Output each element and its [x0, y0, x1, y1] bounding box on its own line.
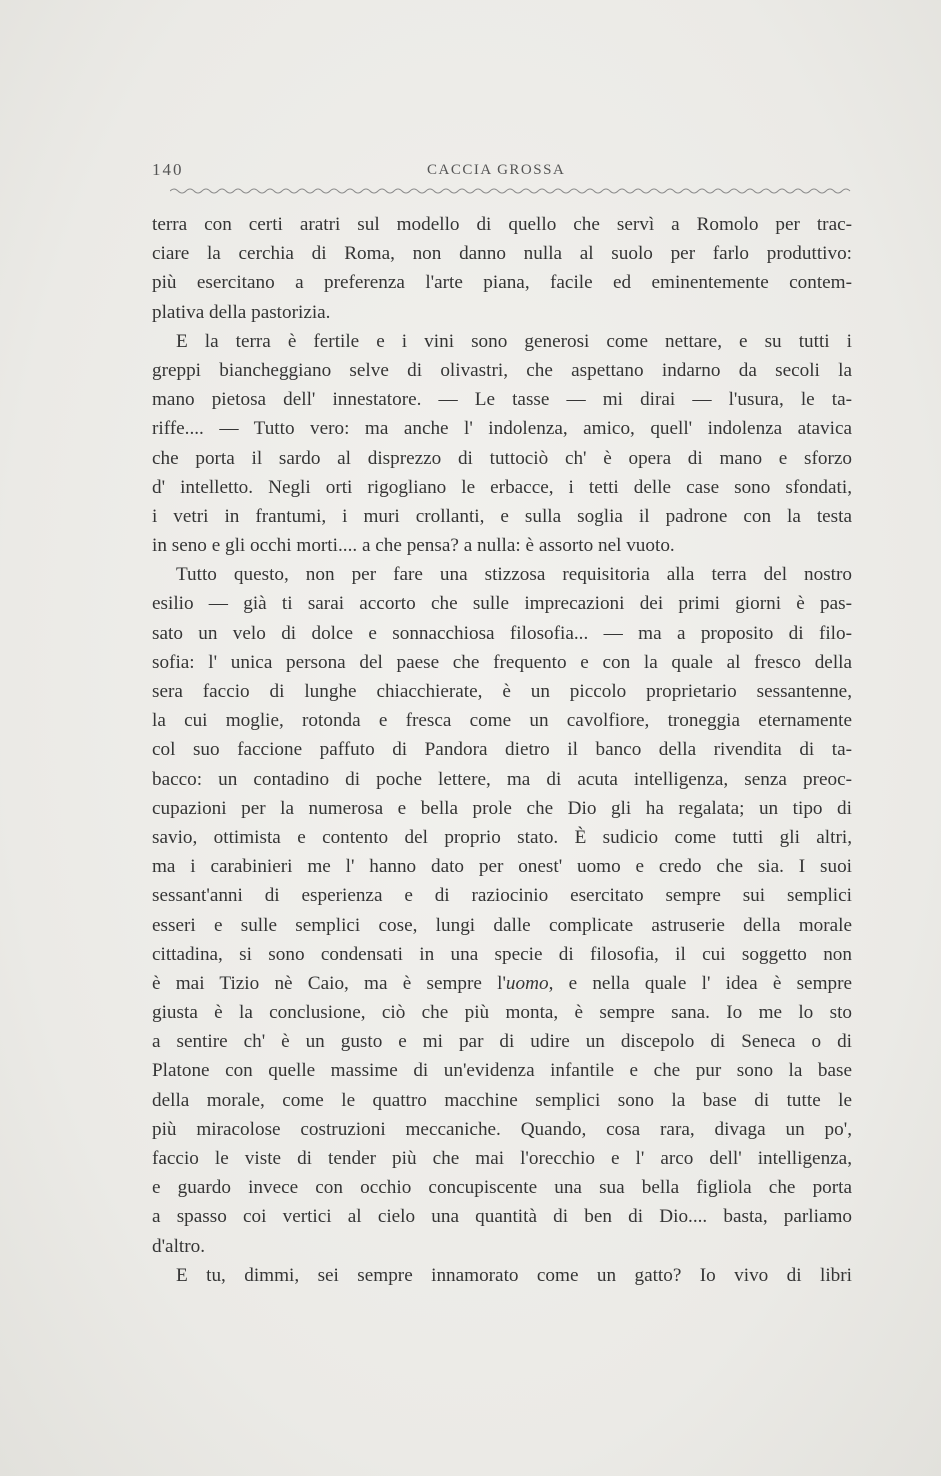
text-line: i vetri in frantumi, i muri crollanti, e sulla soglia il padrone con la testa	[152, 505, 852, 527]
paragraph-start: E la terra è fertile e i vini sono generosi come nettare, e su tutti i	[176, 330, 852, 352]
text-line: riffe.... — Tutto vero: ma anche l' indolenza, amico, quell' indolenza atavica	[152, 418, 852, 440]
text-line: col suo faccione paffuto di Pandora dietro il banco della rivendita di ta-	[152, 739, 852, 761]
text-line: d' intelletto. Negli orti rigogliano le erbacce, i tetti delle case sono sfondati,	[152, 476, 852, 498]
text-line: d'altro.	[152, 1235, 206, 1257]
page-number: 140	[152, 160, 184, 179]
text-line: ciare la cerchia di Roma, non danno nulla al suolo per farlo produttivo:	[152, 243, 852, 265]
text-line: la cui moglie, rotonda e fresca come un cavolfiore, troneggia eternamente	[152, 710, 852, 732]
text-line: ma i carabinieri me l' hanno dato per onest' uomo e credo che sia. I suoi	[152, 856, 852, 878]
text-line: sessant'anni di esperienza e di raziocinio esercitato sempre sui semplici	[152, 885, 852, 907]
text-line: cittadina, si sono condensati in una specie di filosofia, il cui soggetto non	[152, 943, 852, 965]
text-line: terra con certi aratri sul modello di quello che servì a Romolo per trac-	[152, 214, 852, 235]
text-line: sofia: l' unica persona del paese che frequento e con la quale al fresco della	[152, 651, 852, 673]
text-line: sato un velo di dolce e sonnacchiosa filosofia... — ma a proposito di filo-	[152, 622, 852, 644]
text-line: giusta è la conclusione, ciò che più monta, è sempre sana. Io me lo sto	[152, 1002, 852, 1024]
text-line: savio, ottimista e contento del proprio stato. È sudicio come tutti gli altri,	[152, 826, 852, 848]
paragraph-start: Tutto questo, non per fare una stizzosa requisitoria alla terra del nostro	[176, 564, 852, 586]
text-line: più esercitano a preferenza l'arte piana, facile ed eminentemente contem-	[152, 272, 852, 294]
text-line: faccio le viste di tender più che mai l'orecchio e l' arco dell' intelligenza,	[152, 1148, 852, 1169]
text-line: bacco: un contadino di poche lettere, ma di acuta intelligenza, senza preoc-	[152, 768, 852, 790]
running-title: CACCIA GROSSA	[427, 162, 566, 178]
text-line: che porta il sardo al disprezzo di tuttociò ch' è opera di mano e sforzo	[152, 447, 852, 469]
emphasis: uomo	[505, 972, 549, 994]
text-line: in seno e gli occhi morti.... a che pensa? a nulla: è assorto nel vuoto.	[152, 535, 675, 557]
text-line: della morale, come le quattro macchine semplici sono la base di tutte le	[152, 1089, 852, 1111]
text-line: sera faccio di lunghe chiacchierate, è un piccolo proprietario sessantenne,	[152, 681, 852, 702]
page-header	[152, 160, 852, 182]
text-line: a spasso coi vertici al cielo una quantità di ben di Dio.... basta, parliamo	[152, 1206, 852, 1228]
text-line: plativa della pastorizia.	[152, 301, 331, 323]
text-line: esseri e sulle semplici cose, lungi dalle complicate astruserie della morale	[152, 914, 852, 936]
text-line: e guardo invece con occhio concupiscente una sua bella figliola che porta	[152, 1177, 852, 1199]
text-line: cupazioni per la numerosa e bella prole che Dio gli ha regalata; un tipo di	[152, 797, 852, 819]
header-ornament-rule	[170, 186, 852, 196]
text-line: mano pietosa dell' innestatore. — Le tasse — mi dirai — l'usura, le ta-	[152, 389, 852, 411]
text-line: più miracolose costruzioni meccaniche. Quando, cosa rara, divaga un po',	[152, 1118, 852, 1140]
text-line: Platone con quelle massime di un'evidenza infantile e che pur sono la base	[152, 1060, 852, 1082]
text-line: esilio — già ti sarai accorto che sulle imprecazioni dei primi giorni è pas-	[152, 593, 852, 615]
text-line: a sentire ch' è un gusto e mi par di udire un discepolo di Seneca o di	[152, 1031, 852, 1053]
paragraph-start: E tu, dimmi, sei sempre innamorato come un gatto? Io vivo di libri	[176, 1264, 852, 1286]
text-line: greppi biancheggiano selve di olivastri, che aspettano indarno da secoli la	[152, 359, 852, 381]
text-line: è mai Tizio nè Caio, ma è sempre l'uomo, e nella quale l' idea è sempre	[152, 972, 853, 994]
body-text	[152, 210, 852, 1290]
